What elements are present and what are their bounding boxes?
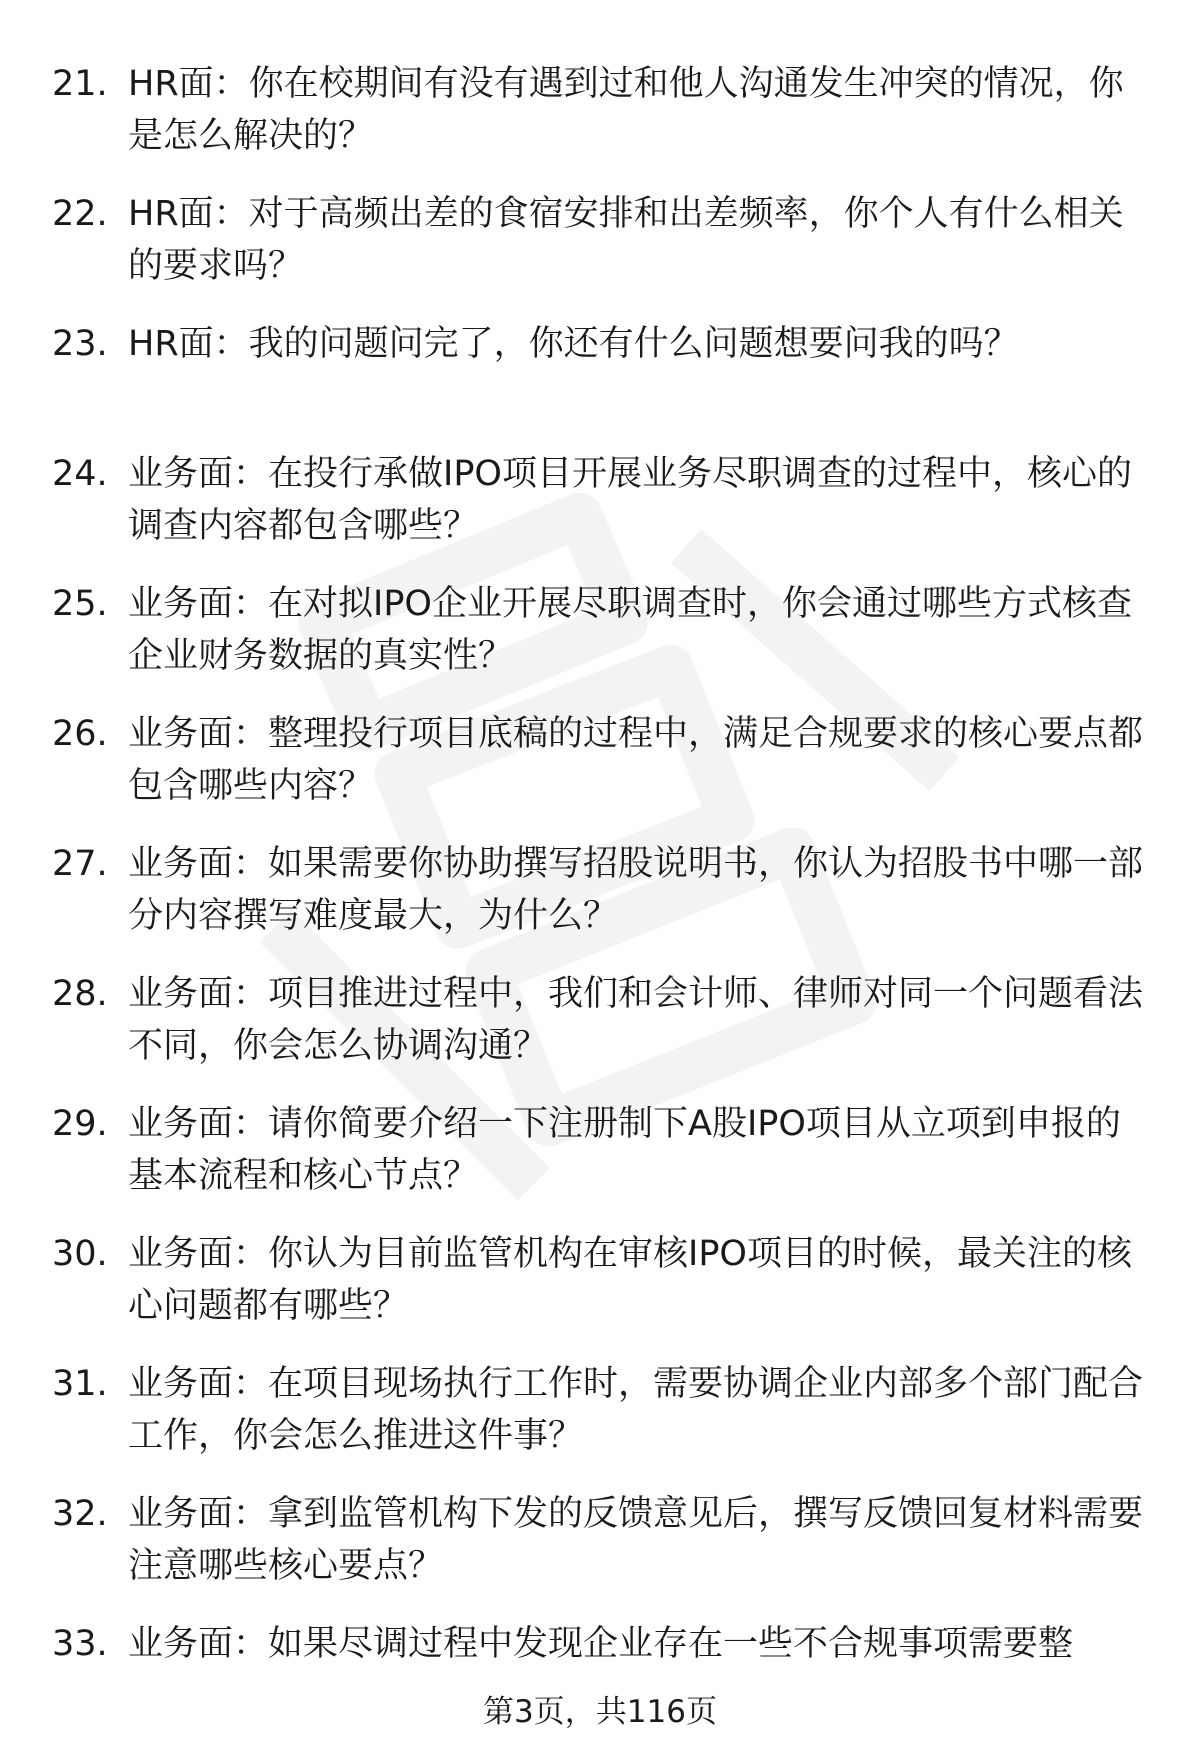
question-number: 28. [52, 974, 108, 1014]
question-number: 31. [52, 1364, 108, 1404]
question-item [0, 1098, 1200, 1228]
question-number: 21. [52, 64, 108, 104]
question-item [0, 318, 1200, 448]
question-item [0, 968, 1200, 1098]
question-text: 业务面：在投行承做IPO项目开展业务尽职调查的过程中，核心的调查内容都包含哪些？ [128, 454, 1132, 546]
question-number: 27. [52, 844, 108, 884]
question-text: 业务面：在项目现场执行工作时，需要协调企业内部多个部门配合工作，你会怎么推进这件事？ [128, 1364, 1144, 1456]
question-item [0, 188, 1200, 318]
question-text: 业务面：你认为目前监管机构在审核IPO项目的时候，最关注的核心问题都有哪些？ [128, 1234, 1132, 1326]
question-item [0, 58, 1200, 188]
question-item [0, 1488, 1200, 1618]
question-text: 业务面：项目推进过程中，我们和会计师、律师对同一个问题看法不同，你会怎么协调沟通？ [128, 974, 1144, 1066]
question-item [0, 1228, 1200, 1358]
question-text: 业务面：请你简要介绍一下注册制下A股IPO项目从立项到申报的基本流程和核心节点？ [128, 1104, 1121, 1196]
question-text: 业务面：拿到监管机构下发的反馈意见后，撰写反馈回复材料需要注意哪些核心要点？ [128, 1494, 1144, 1586]
question-number: 29. [52, 1104, 108, 1144]
question-number: 24. [52, 454, 108, 494]
question-item [0, 578, 1200, 708]
question-text: HR面：你在校期间有没有遇到过和他人沟通发生冲突的情况，你是怎么解决的？ [128, 64, 1124, 156]
question-text: HR面：对于高频出差的食宿安排和出差频率，你个人有什么相关的要求吗？ [128, 194, 1124, 286]
question-item [0, 708, 1200, 838]
question-number: 32. [52, 1494, 108, 1534]
question-item [0, 1358, 1200, 1488]
question-text: 业务面：整理投行项目底稿的过程中，满足合规要求的核心要点都包含哪些内容？ [128, 714, 1144, 806]
question-number: 33. [52, 1624, 108, 1664]
question-number: 23. [52, 324, 108, 364]
question-text: 业务面：如果尽调过程中发现企业存在一些不合规事项需要整 [128, 1624, 1074, 1664]
question-text: HR面：我的问题问完了，你还有什么问题想要问我的吗？ [128, 324, 1019, 364]
question-number: 22. [52, 194, 108, 234]
question-item [0, 838, 1200, 968]
question-item [0, 448, 1200, 578]
question-list [0, 58, 1200, 1748]
question-number: 30. [52, 1234, 108, 1274]
question-text: 业务面：如果需要你协助撰写招股说明书，你认为招股书中哪一部分内容撰写难度最大，为什么？ [128, 844, 1144, 936]
page-footer: 第3页，共116页 [483, 1694, 717, 1730]
question-number: 25. [52, 584, 108, 624]
question-text: 业务面：在对拟IPO企业开展尽职调查时，你会通过哪些方式核查企业财务数据的真实性？ [128, 584, 1132, 676]
question-number: 26. [52, 714, 108, 754]
